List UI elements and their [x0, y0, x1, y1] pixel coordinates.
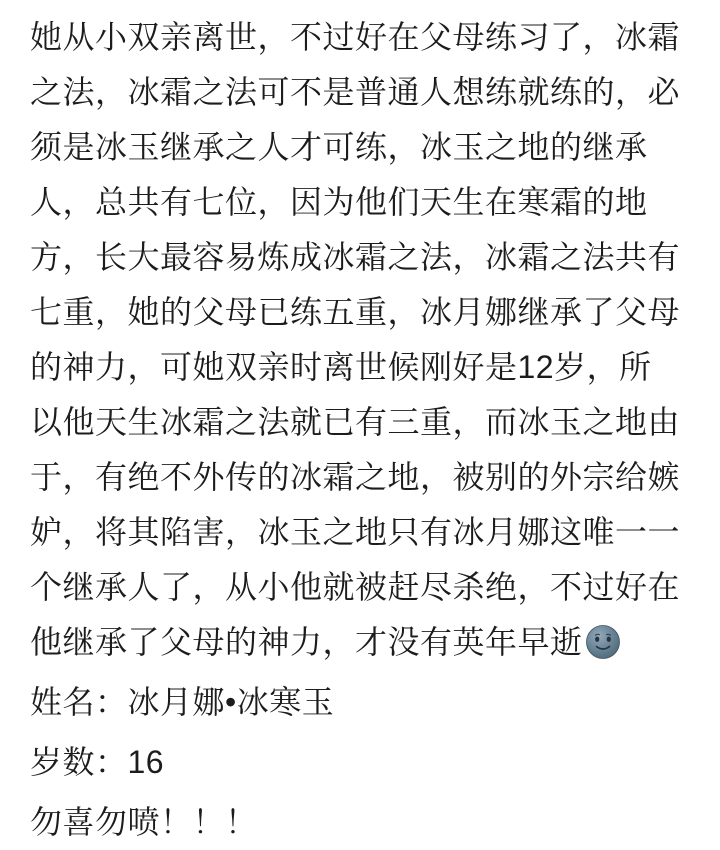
story-line: 之法，冰霜之法可不是普通人想练就练的，必	[30, 74, 681, 110]
story-line: 以他天生冰霜之法就已有三重，而冰玉之地由	[30, 404, 681, 440]
story-line: 个继承人了，从小他就被赶尽杀绝，不过好在	[30, 569, 681, 605]
story-line: 于，有绝不外传的冰霜之地，被别的外宗给嫉	[30, 459, 681, 495]
story-line: 须是冰玉继承之人才可练，冰玉之地的继承	[30, 129, 648, 165]
closing-line: 勿喜勿喷！！！	[30, 804, 258, 840]
story-line: 妒，将其陷害，冰玉之地只有冰月娜这唯一一	[30, 514, 681, 550]
story-line: 方，长大最容易炼成冰霜之法，冰霜之法共有	[30, 239, 681, 275]
new-moon-face-emoji	[585, 622, 621, 658]
story-line: 她从小双亲离世，不过好在父母练习了，冰霜	[30, 19, 681, 55]
story-line: 人，总共有七位，因为他们天生在寒霜的地	[30, 184, 648, 220]
story-line-text: 他继承了父母的神力，才没有英年早逝	[30, 624, 583, 660]
character-age-line: 岁数：16	[30, 744, 165, 780]
story-line: 七重，她的父母已练五重，冰月娜继承了父母	[30, 294, 681, 330]
story-line: 的神力，可她双亲时离世候刚好是12岁，所	[30, 349, 652, 385]
story-line-last	[30, 615, 692, 670]
character-name-line: 姓名：冰月娜•冰寒玉	[30, 684, 335, 720]
